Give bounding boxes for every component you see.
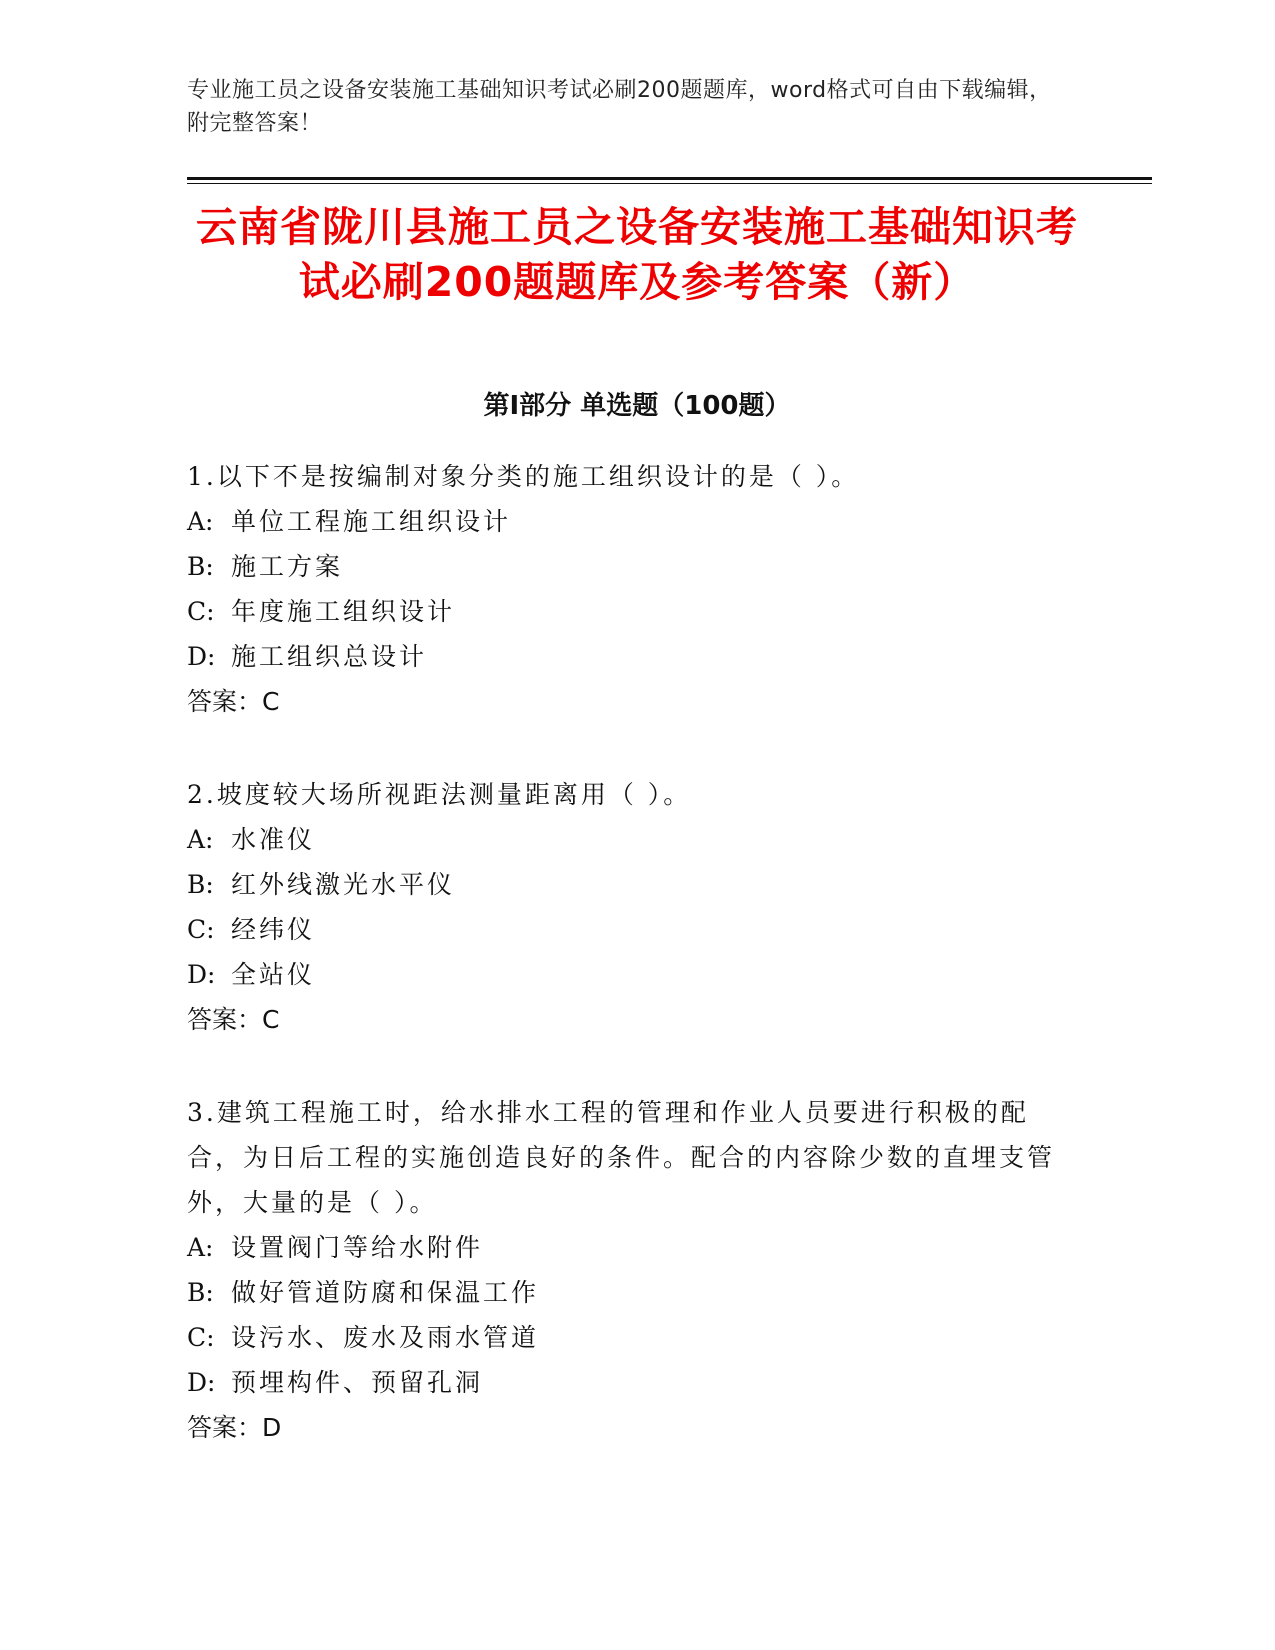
option-text: 经纬仪 <box>231 915 316 944</box>
option-text: 预埋构件、预留孔洞 <box>231 1368 484 1397</box>
option-a <box>187 499 1067 544</box>
option-label: D: <box>187 1368 216 1397</box>
option-c <box>187 589 1067 634</box>
option-text: 单位工程施工组织设计 <box>231 507 512 536</box>
answer: 答案：C <box>187 1005 280 1034</box>
option-label: A: <box>187 507 214 536</box>
option-label: C: <box>187 1323 215 1352</box>
question-text: 2.坡度较大场所视距法测量距离用（ ）。 <box>187 780 692 809</box>
option-label: C: <box>187 597 215 626</box>
option-label: A: <box>187 1233 214 1262</box>
option-c <box>187 907 1067 952</box>
option-d <box>187 1360 1067 1405</box>
header-rule-thick <box>187 177 1152 180</box>
option-a <box>187 817 1067 862</box>
option-text: 红外线激光水平仪 <box>231 870 456 899</box>
option-label: D: <box>187 642 216 671</box>
answer: 答案：C <box>187 687 280 716</box>
option-text: 做好管道防腐和保温工作 <box>231 1278 540 1307</box>
question-3 <box>187 1090 1067 1450</box>
option-text: 施工方案 <box>231 552 344 581</box>
option-b <box>187 1270 1067 1315</box>
document-title: 云南省陇川县施工员之设备安装施工基础知识考试必刷200题题库及参考答案（新） <box>196 203 1078 306</box>
option-a <box>187 1225 1067 1270</box>
option-text: 设置阀门等给水附件 <box>231 1233 484 1262</box>
question-text: 1.以下不是按编制对象分类的施工组织设计的是（ ）。 <box>187 462 860 491</box>
option-label: B: <box>187 870 214 899</box>
option-label: D: <box>187 960 216 989</box>
answer: 答案：D <box>187 1413 282 1442</box>
header-rule-thin <box>187 183 1152 184</box>
question-text: 3.建筑工程施工时，给水排水工程的管理和作业人员要进行积极的配合，为日后工程的实施创造良好的条件。配合的内容除少数的直埋支管外，大量的是（ ）。 <box>187 1098 1056 1217</box>
option-d <box>187 634 1067 679</box>
option-text: 施工组织总设计 <box>231 642 428 671</box>
option-text: 年度施工组织设计 <box>231 597 456 626</box>
option-text: 水准仪 <box>231 825 316 854</box>
option-text: 全站仪 <box>231 960 316 989</box>
option-d <box>187 952 1067 997</box>
option-c <box>187 1315 1067 1360</box>
section-heading: 第Ⅰ部分 单选题（100题） <box>483 391 791 421</box>
header-note: 专业施工员之设备安装施工基础知识考试必刷200题题库，word格式可自由下载编辑，附完整答案！ <box>187 78 1052 136</box>
option-label: B: <box>187 1278 214 1307</box>
option-label: B: <box>187 552 214 581</box>
option-text: 设污水、废水及雨水管道 <box>231 1323 540 1352</box>
option-label: A: <box>187 825 214 854</box>
option-b <box>187 862 1067 907</box>
question-1 <box>187 454 1067 724</box>
option-b <box>187 544 1067 589</box>
question-2 <box>187 772 1067 1042</box>
option-label: C: <box>187 915 215 944</box>
